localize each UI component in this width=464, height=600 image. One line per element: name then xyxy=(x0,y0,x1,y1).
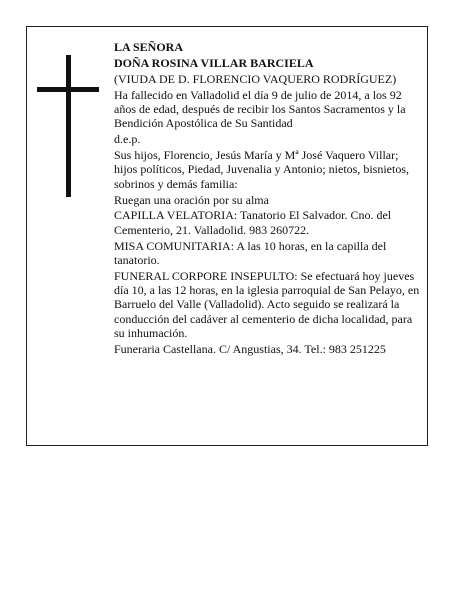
dep-line: d.e.p. xyxy=(114,132,141,147)
obituary-text xyxy=(114,40,420,358)
chapel-info: CAPILLA VELATORIA: Tanatorio El Salvador. Cno. del Cementerio, 21. Valladolid. 983 260722. xyxy=(114,208,392,237)
death-announcement: Ha fallecido en Valladolid el día 9 de julio de 2014, a los 92 años de edad, después de recibir los Santos Sacramentos y la Bendición Apostólica de Su Santidad xyxy=(114,87,406,131)
family-list: Sus hijos, Florencio, Jesús María y Mª José Vaquero Villar; hijos políticos, Piedad, Juvenalia y Antonio; nietos, bisnietos, sobrinos y demás familia: xyxy=(114,148,409,191)
cross-vertical-bar xyxy=(66,55,71,197)
mass-info: MISA COMUNITARIA: A las 10 horas, en la capilla del tanatorio. xyxy=(114,238,387,267)
funeral-home-info: Funeraria Castellana. C/ Angustias, 34. Tel.: 983 251225 xyxy=(114,341,386,356)
obituary-notice xyxy=(26,26,428,446)
cross-icon xyxy=(37,55,99,197)
deceased-name: DOÑA ROSINA VILLAR BARCIELA xyxy=(114,55,314,70)
cross-horizontal-bar xyxy=(37,87,99,92)
funeral-info: FUNERAL CORPORE INSEPULTO: Se efectuará hoy jueves día 10, a las 12 horas, en la iglesia parroquial de San Pelayo, en Barruelo del Valle (Valladolid). Acto seguido se realizará la conducción del cadáver al cementerio de dicha localidad, para su inhumación. xyxy=(114,268,420,340)
honorific: LA SEÑORA xyxy=(114,40,184,54)
prayer-request: Ruegan una oración por su alma xyxy=(114,192,269,207)
widow-of: (VIUDA DE D. FLORENCIO VAQUERO RODRÍGUEZ) xyxy=(114,71,397,86)
